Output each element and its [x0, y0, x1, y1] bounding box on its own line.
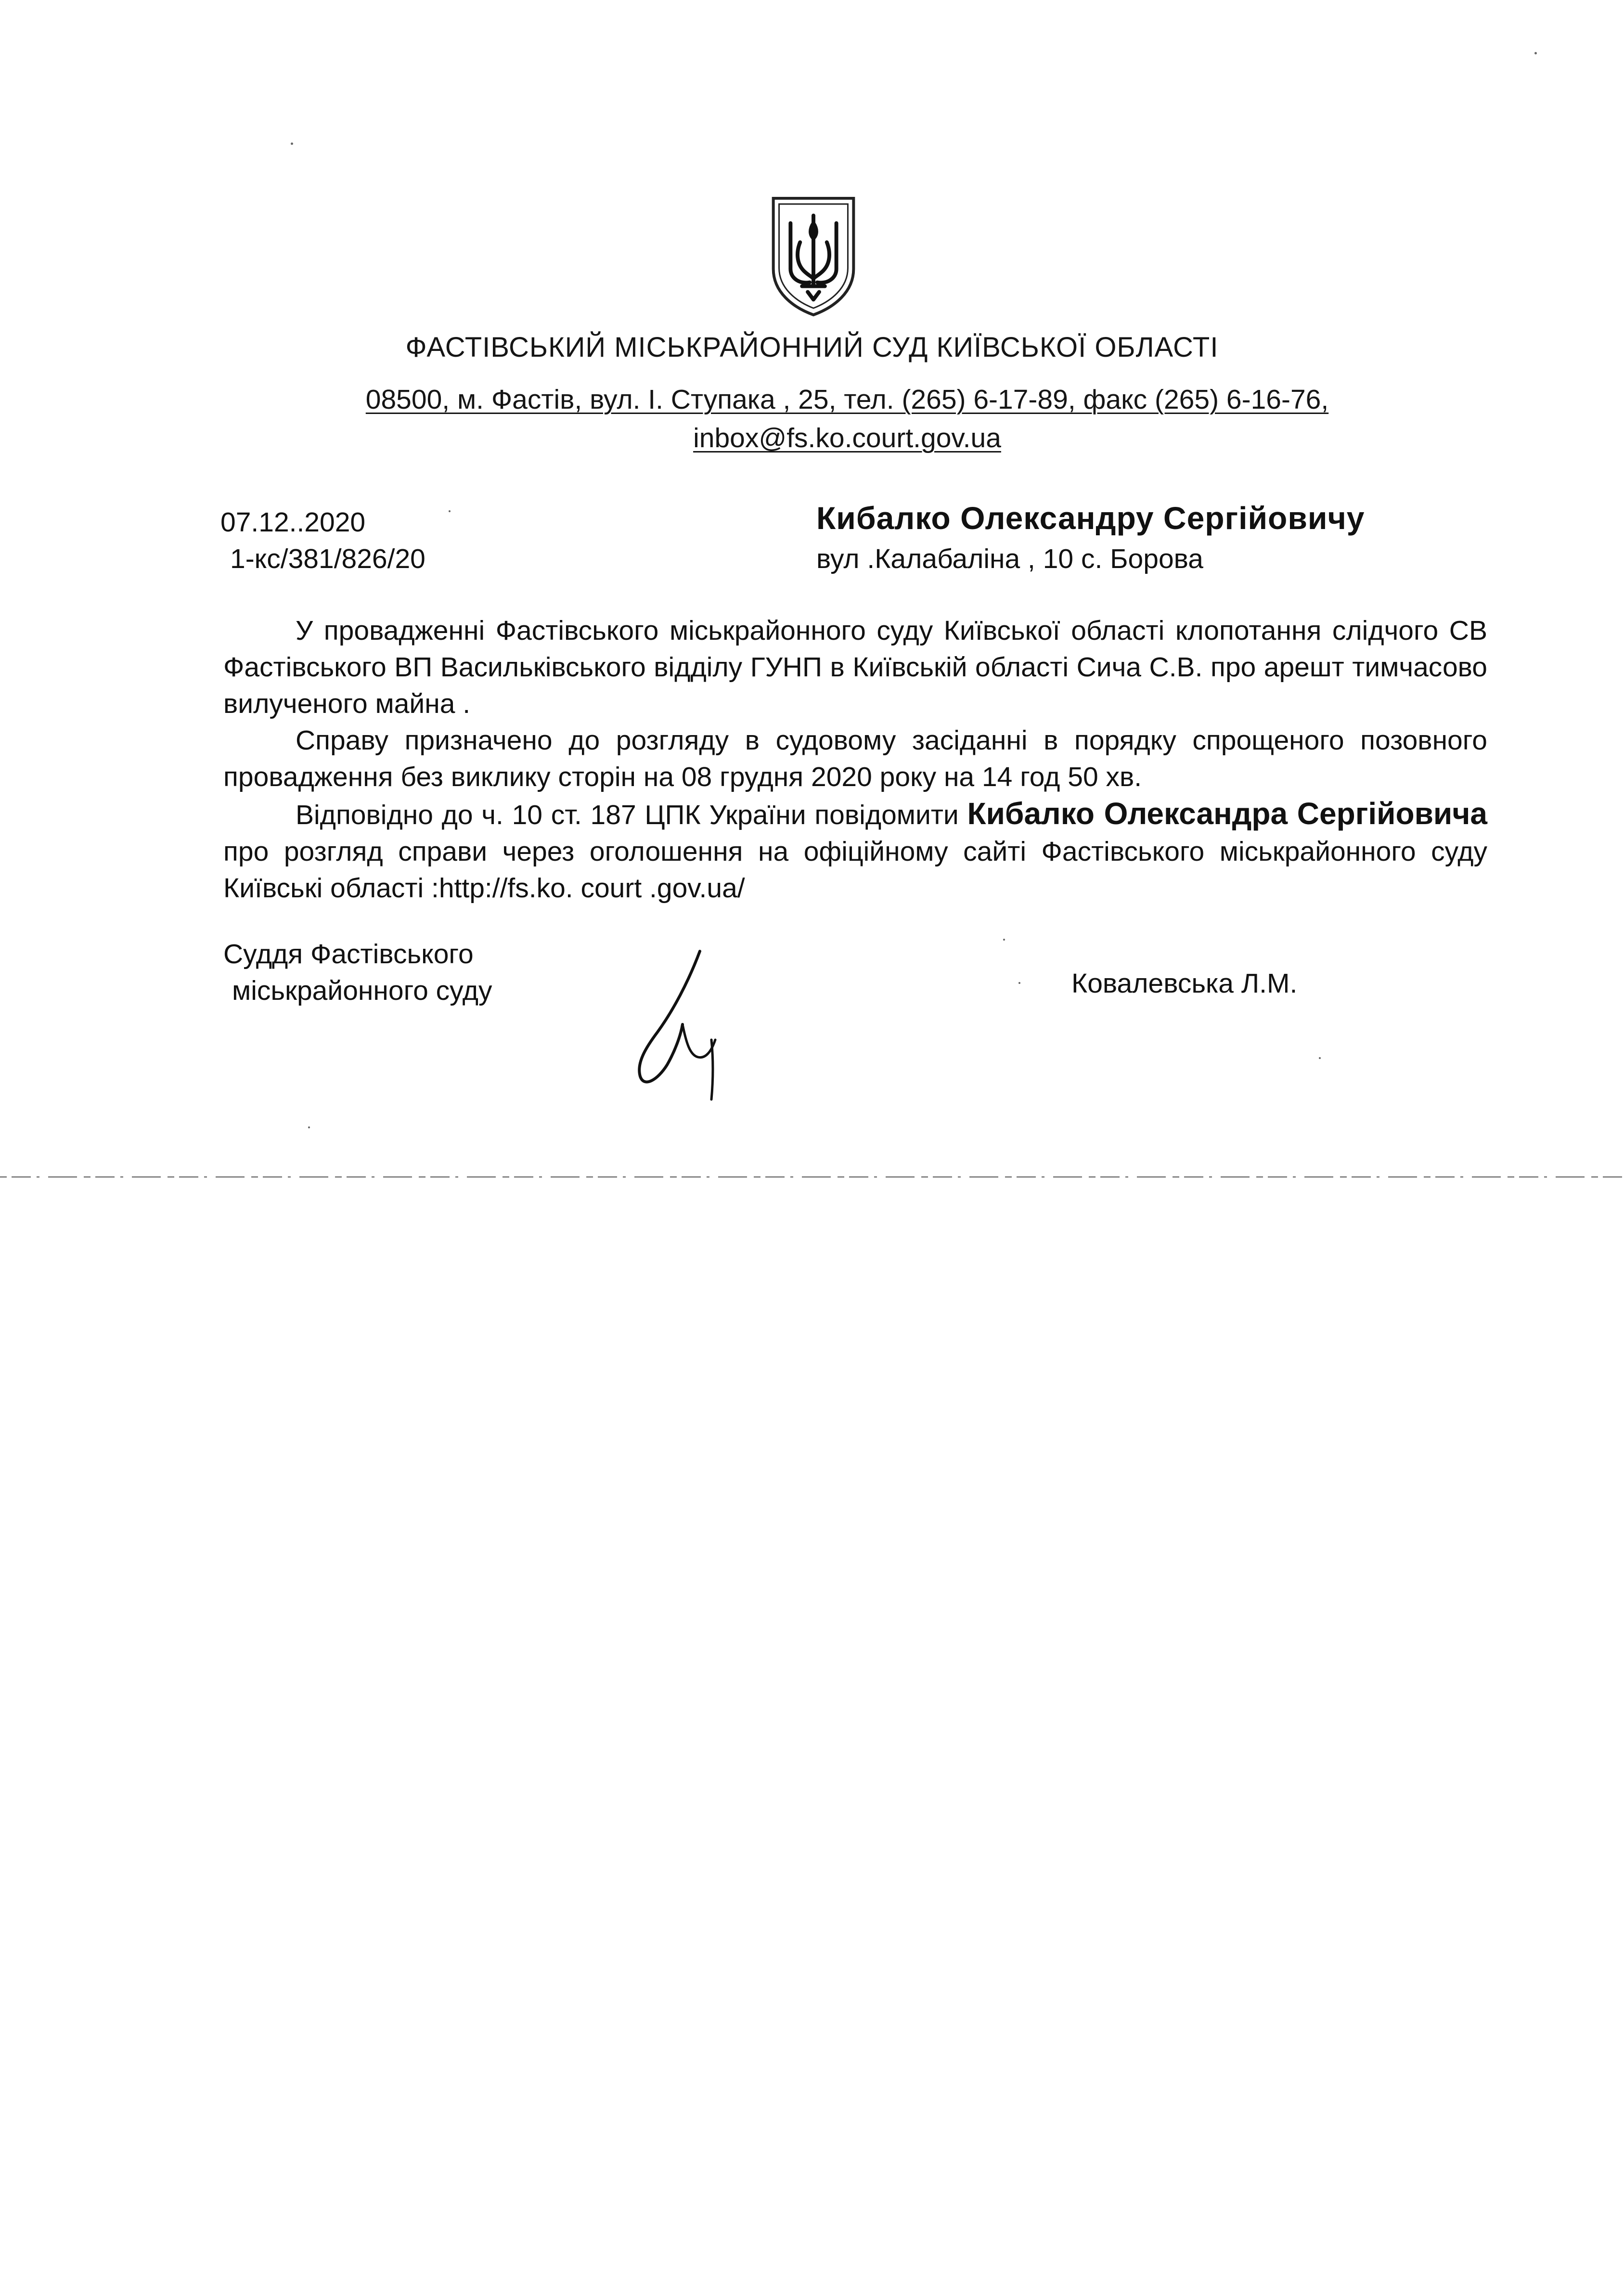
addressee-name: Кибалко Олександру Сергійовичу — [816, 500, 1365, 536]
coat-of-arms-icon — [767, 194, 860, 319]
judge-title-line-2: міськрайонного суду — [232, 975, 492, 1006]
letter-body — [223, 612, 1487, 906]
scan-divider-line — [0, 1175, 1624, 1179]
body-paragraph-1: У провадженні Фастівського міськрайонного суду Київської області клопотання слідчого СВ Фастівського ВП Васильківського відділу ГУНП в Київській області Сича С.В. про арешт тимчасово вилученого майна . — [223, 615, 1487, 719]
scan-speck — [1534, 52, 1537, 54]
court-name: ФАСТІВСЬКИЙ МІСЬКРАЙОННИЙ СУД КИЇВСЬКОЇ ОБЛАСТІ — [405, 332, 1219, 363]
scan-speck — [1003, 939, 1005, 941]
body-paragraph-3-start: Відповідно до ч. 10 ст. 187 ЦПК України повідомити — [296, 800, 967, 830]
judge-title — [223, 936, 492, 1009]
court-address-line: 08500, м. Фастів, вул. І. Ступака , 25, тел. (265) 6-17-89, факс (265) 6-16-76, — [365, 384, 1329, 415]
scan-speck — [1319, 1057, 1321, 1059]
court-email-link[interactable]: inbox@fs.ko.court.gov.ua — [693, 423, 1001, 453]
scan-speck — [1018, 982, 1020, 984]
notified-person-name: Кибалко Олександра Сергійовича — [967, 796, 1488, 831]
scan-speck — [449, 510, 451, 512]
handwritten-signature — [611, 944, 736, 1107]
judge-title-line-1: Суддя Фастівського — [223, 939, 474, 969]
letter-date: 07.12..2020 — [220, 507, 366, 538]
scan-speck — [291, 142, 293, 145]
court-address — [318, 380, 1377, 457]
judge-name: Ковалевська Л.М. — [1071, 968, 1298, 999]
body-paragraph-2: Справу призначено до розгляду в судовому засіданні в порядку спрощеного позовного провадження без виклику сторін на 08 грудня 2020 року на 14 год 50 хв. — [223, 725, 1487, 792]
body-paragraph-3 — [223, 795, 1487, 906]
case-number: 1-кс/381/826/20 — [230, 543, 425, 574]
body-paragraph-3-end: про розгляд справи через оголошення на офіційному сайті Фастівського міськрайонного суду Київські області :http://fs.ko. court .gov.ua/ — [223, 836, 1487, 904]
scan-speck — [308, 1126, 310, 1128]
addressee-address: вул .Калабаліна , 10 с. Борова — [816, 543, 1203, 574]
